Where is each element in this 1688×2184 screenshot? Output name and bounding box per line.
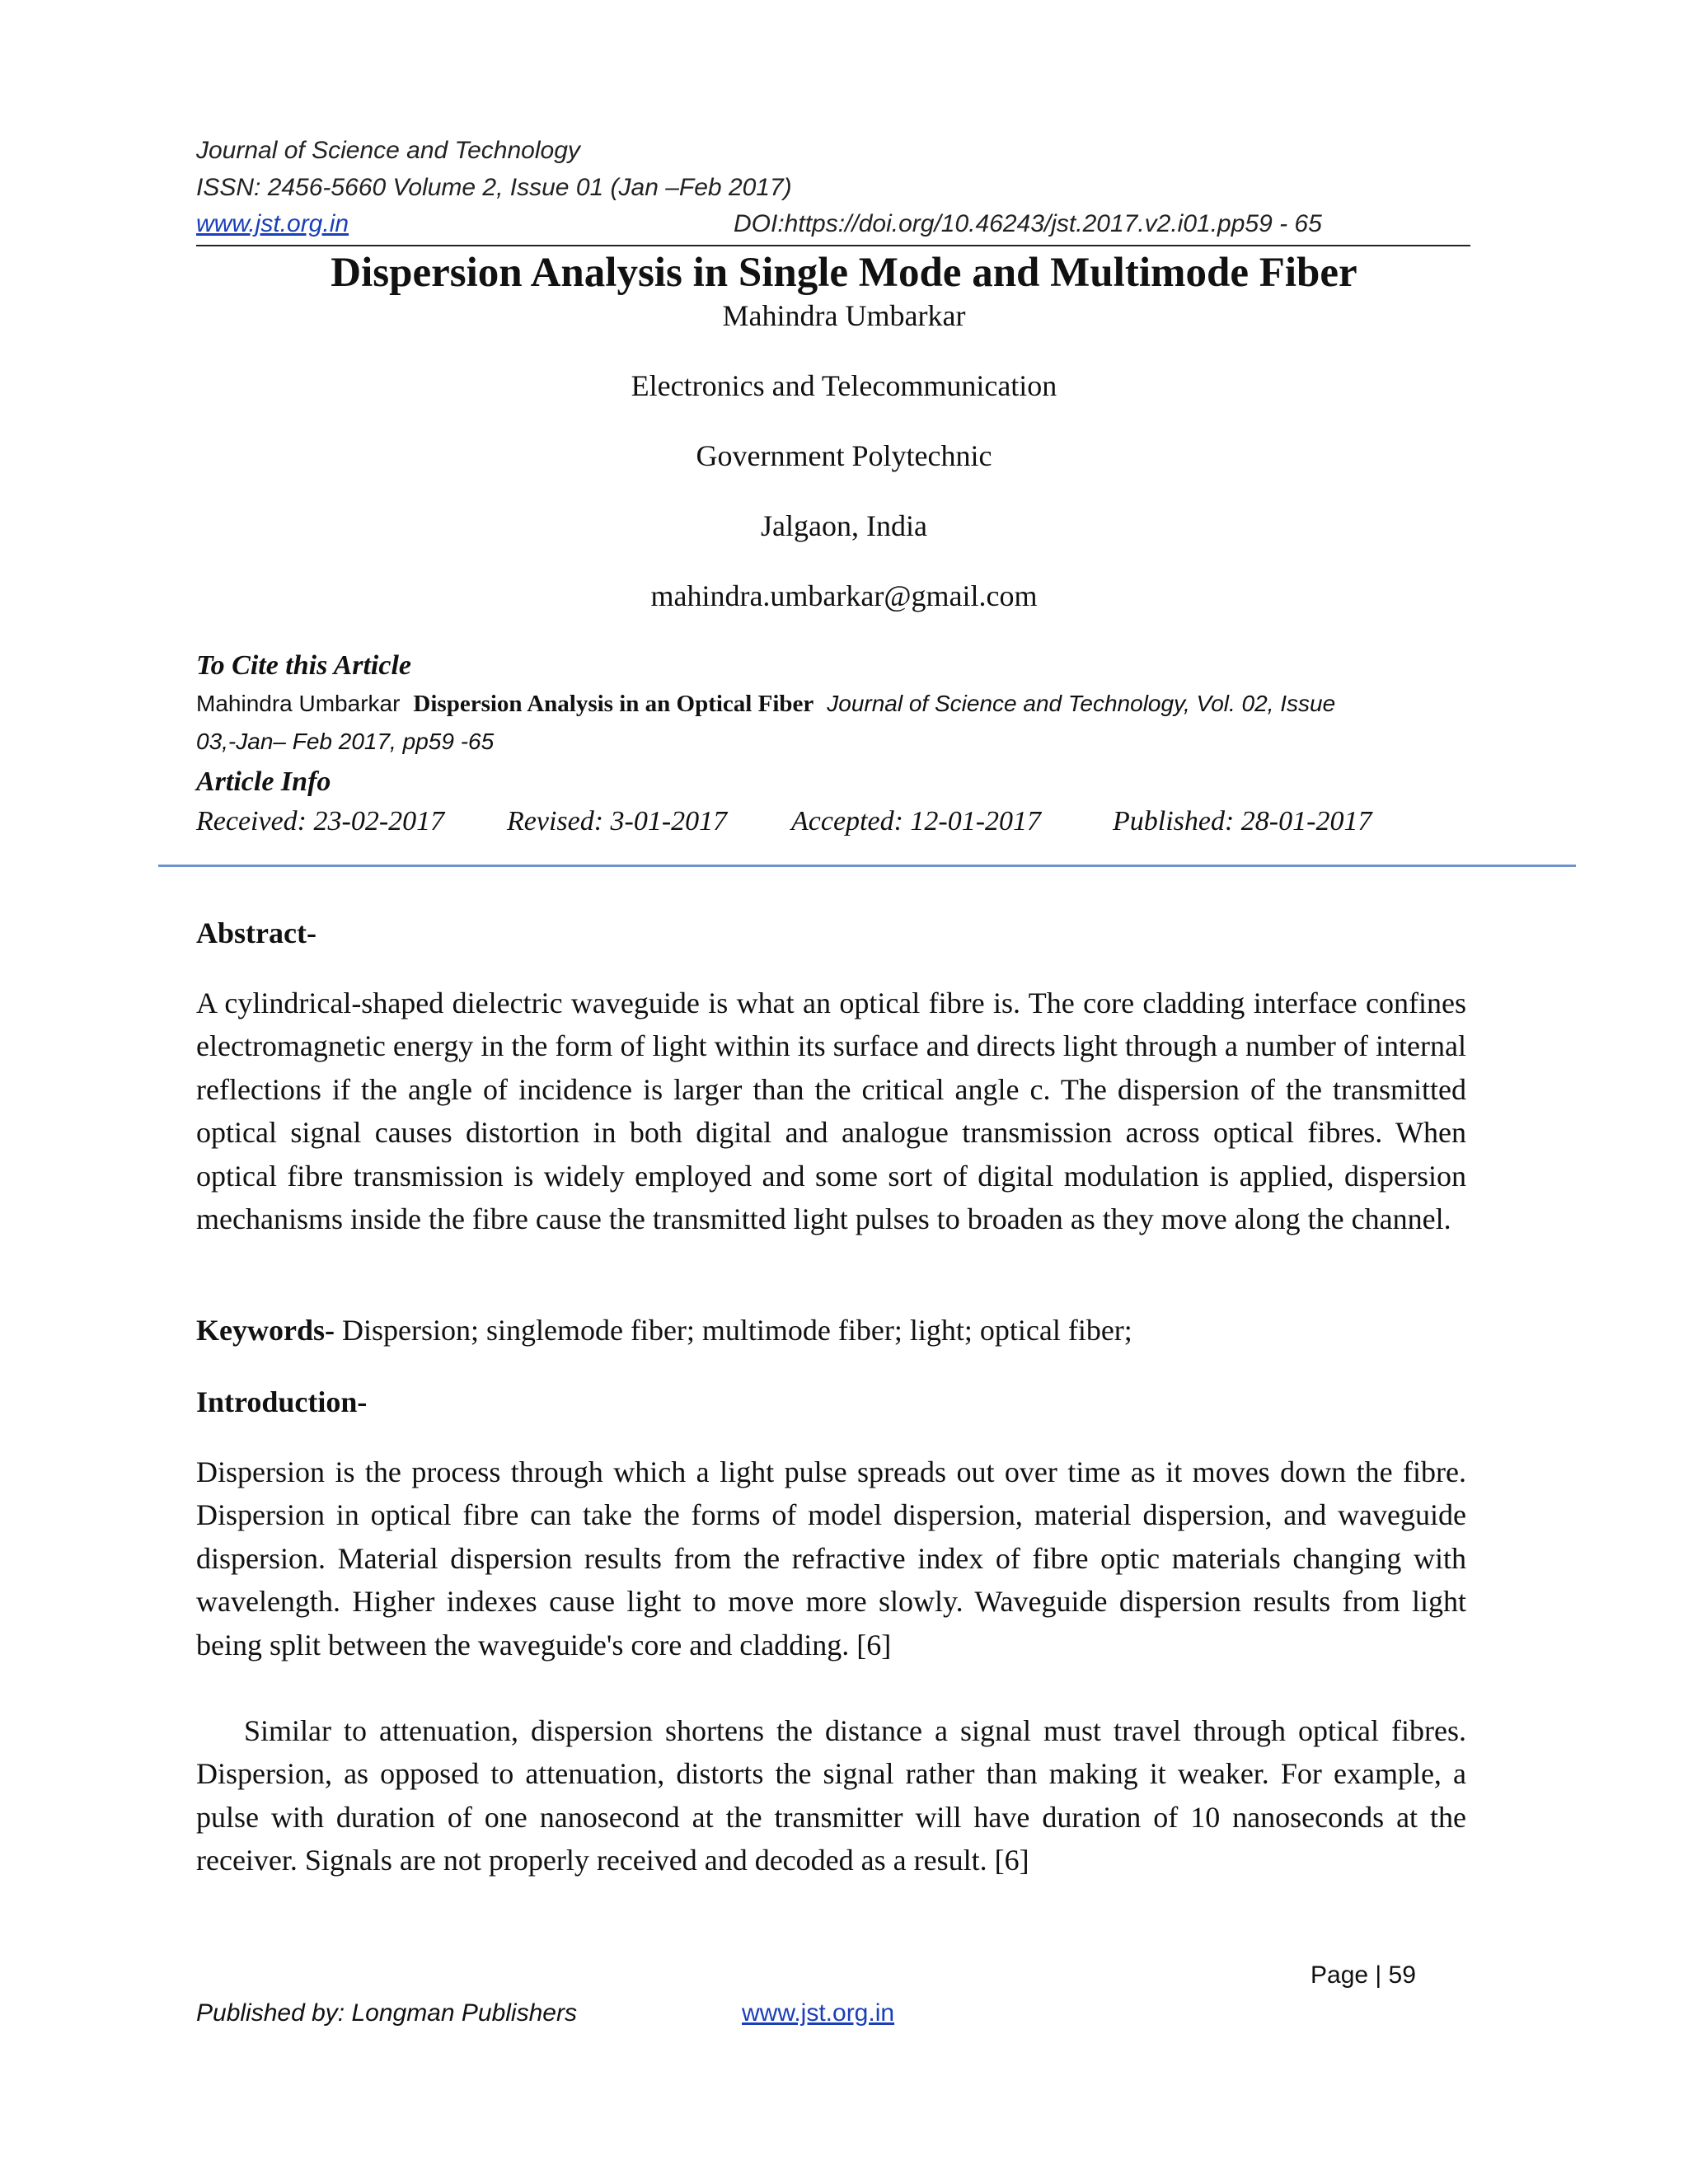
author-name: Mahindra Umbarkar <box>722 299 966 332</box>
abstract-text: A cylindrical-shaped dielectric waveguide is what an optical fibre is. The core cladding interface confines electromagnetic energy in the form of light within its surface and directs light through a number of internal reflections if the angle of incidence is larger than the critical angle c. The dispersion of the transmitted optical signal causes distortion in both digital and analogue transmission across optical fibres. When optical fibre transmission is widely employed and some sort of digital modulation is applied, dispersion mechanisms inside the fibre cause the transmitted light pulses to broaden as they move along the channel. <box>196 987 1466 1236</box>
header-website-link[interactable]: www.jst.org.in <box>196 210 349 237</box>
cite-heading: To Cite this Article <box>196 650 412 681</box>
received-date: Received: 23-02-2017 <box>196 806 445 837</box>
accepted-date: Accepted: 12-01-2017 <box>791 806 1042 837</box>
keywords-line <box>196 1313 1132 1347</box>
info-divider <box>158 865 1576 867</box>
introduction-heading: Introduction- <box>196 1385 368 1418</box>
published-date: Published: 28-01-2017 <box>1113 806 1372 837</box>
page-number: Page | 59 <box>1311 1961 1416 1989</box>
doi-line: DOI:https://doi.org/10.46243/jst.2017.v2.i01.pp59 - 65 <box>734 210 1322 237</box>
citation-author: Mahindra Umbarkar <box>196 691 401 716</box>
header-divider <box>196 245 1470 246</box>
keywords-text: Dispersion; singlemode fiber; multimode fiber; light; optical fiber; <box>334 1314 1132 1347</box>
introduction-paragraph-1: Dispersion is the process through which a light pulse spreads out over time as it moves down the fibre. Dispersion in optical fibre can take the forms of model dispersion, material dispersion, and waveguide dispersion. Material dispersion results from the refractive index of fibre optic materials changing with wavelength. Higher indexes cause light to move more slowly. Waveguide dispersion results from light being split between the waveguide's core and cladding. [6] <box>196 1455 1466 1661</box>
revised-date: Revised: 3-01-2017 <box>507 806 728 837</box>
abstract-heading: Abstract- <box>196 916 316 949</box>
article-title: Dispersion Analysis in Single Mode and Multimode Fiber <box>331 250 1357 296</box>
author-institution: Government Polytechnic <box>696 439 992 472</box>
citation-title: Dispersion Analysis in an Optical Fiber <box>413 691 814 717</box>
citation-line-1 <box>196 691 1335 718</box>
article-info-heading: Article Info <box>196 766 331 797</box>
introduction-paragraph-2: Similar to attenuation, dispersion shortens the distance a signal must travel through optical fibres. Dispersion, as opposed to attenuation, distorts the signal rather than making it weaker. For example, a pulse with duration of one nanosecond at the transmitter will have duration of 10 nanoseconds at the receiver. Signals are not properly received and decoded as a result. [6] <box>196 1714 1466 1877</box>
footer-website-link[interactable]: www.jst.org.in <box>742 1999 895 2027</box>
issn-line: ISSN: 2456-5660 Volume 2, Issue 01 (Jan –Feb 2017) <box>196 174 792 201</box>
journal-name: Journal of Science and Technology <box>196 137 580 164</box>
author-department: Electronics and Telecommunication <box>631 369 1057 402</box>
keywords-label: Keywords- <box>196 1314 335 1347</box>
author-email: mahindra.umbarkar@gmail.com <box>650 579 1038 612</box>
publisher-line: Published by: Longman Publishers <box>196 1999 577 2027</box>
citation-line-2: 03,-Jan– Feb 2017, pp59 -65 <box>196 729 495 754</box>
author-location: Jalgaon, India <box>761 509 927 542</box>
citation-journal: Journal of Science and Technology, Vol. 02, Issue <box>827 691 1336 716</box>
